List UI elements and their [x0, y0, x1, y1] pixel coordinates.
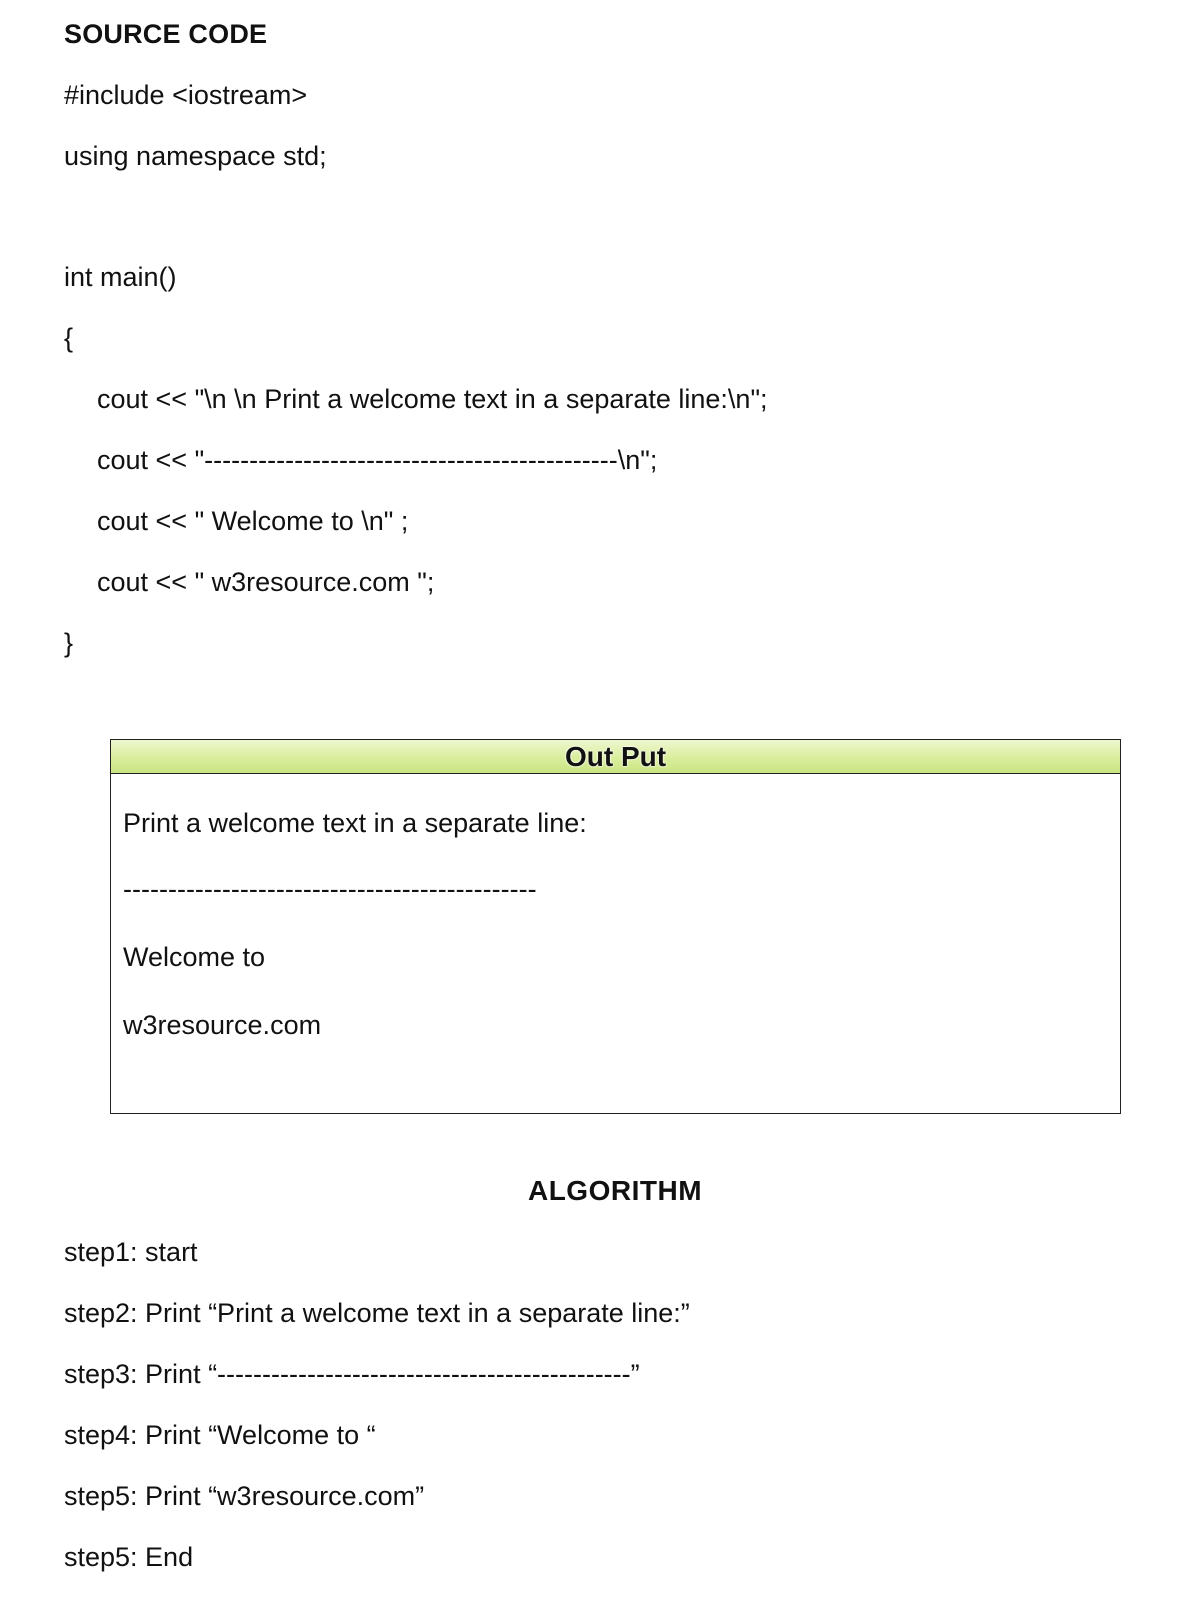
- code-line-cout-1: cout << "\n \n Print a welcome text in a separate line:\n";: [97, 384, 768, 414]
- output-line-3: Welcome to: [123, 942, 266, 972]
- output-line-4: w3resource.com: [123, 1010, 322, 1040]
- algorithm-step-3: step3: Print “----------------------------------------------”: [64, 1359, 640, 1389]
- source-code-heading: SOURCE CODE: [64, 19, 268, 49]
- code-line-namespace: using namespace std;: [64, 141, 327, 171]
- algorithm-step-4: step4: Print “Welcome to “: [64, 1420, 376, 1450]
- code-line-main: int main(): [64, 262, 177, 292]
- output-title: Out Put: [564, 741, 667, 772]
- algorithm-step-5: step5: Print “w3resource.com”: [64, 1481, 425, 1511]
- output-header: [111, 740, 1120, 774]
- algorithm-step-2: step2: Print “Print a welcome text in a separate line:”: [64, 1298, 690, 1328]
- algorithm-step-1: step1: start: [64, 1237, 198, 1267]
- code-line-cout-2: cout << "----------------------------------------------\n";: [97, 445, 658, 475]
- algorithm-step-6: step5: End: [64, 1542, 194, 1572]
- code-line-cout-4: cout << " w3resource.com ";: [97, 567, 435, 597]
- code-line-close-brace: }: [64, 628, 74, 658]
- algorithm-title: ALGORITHM: [527, 1175, 703, 1206]
- output-box: [110, 739, 1121, 1114]
- output-line-2: ----------------------------------------------: [123, 874, 537, 904]
- code-line-open-brace: {: [64, 323, 74, 353]
- code-line-include: #include <iostream>: [64, 80, 308, 110]
- code-line-cout-3: cout << " Welcome to \n" ;: [97, 506, 409, 536]
- output-line-1: Print a welcome text in a separate line:: [123, 808, 587, 838]
